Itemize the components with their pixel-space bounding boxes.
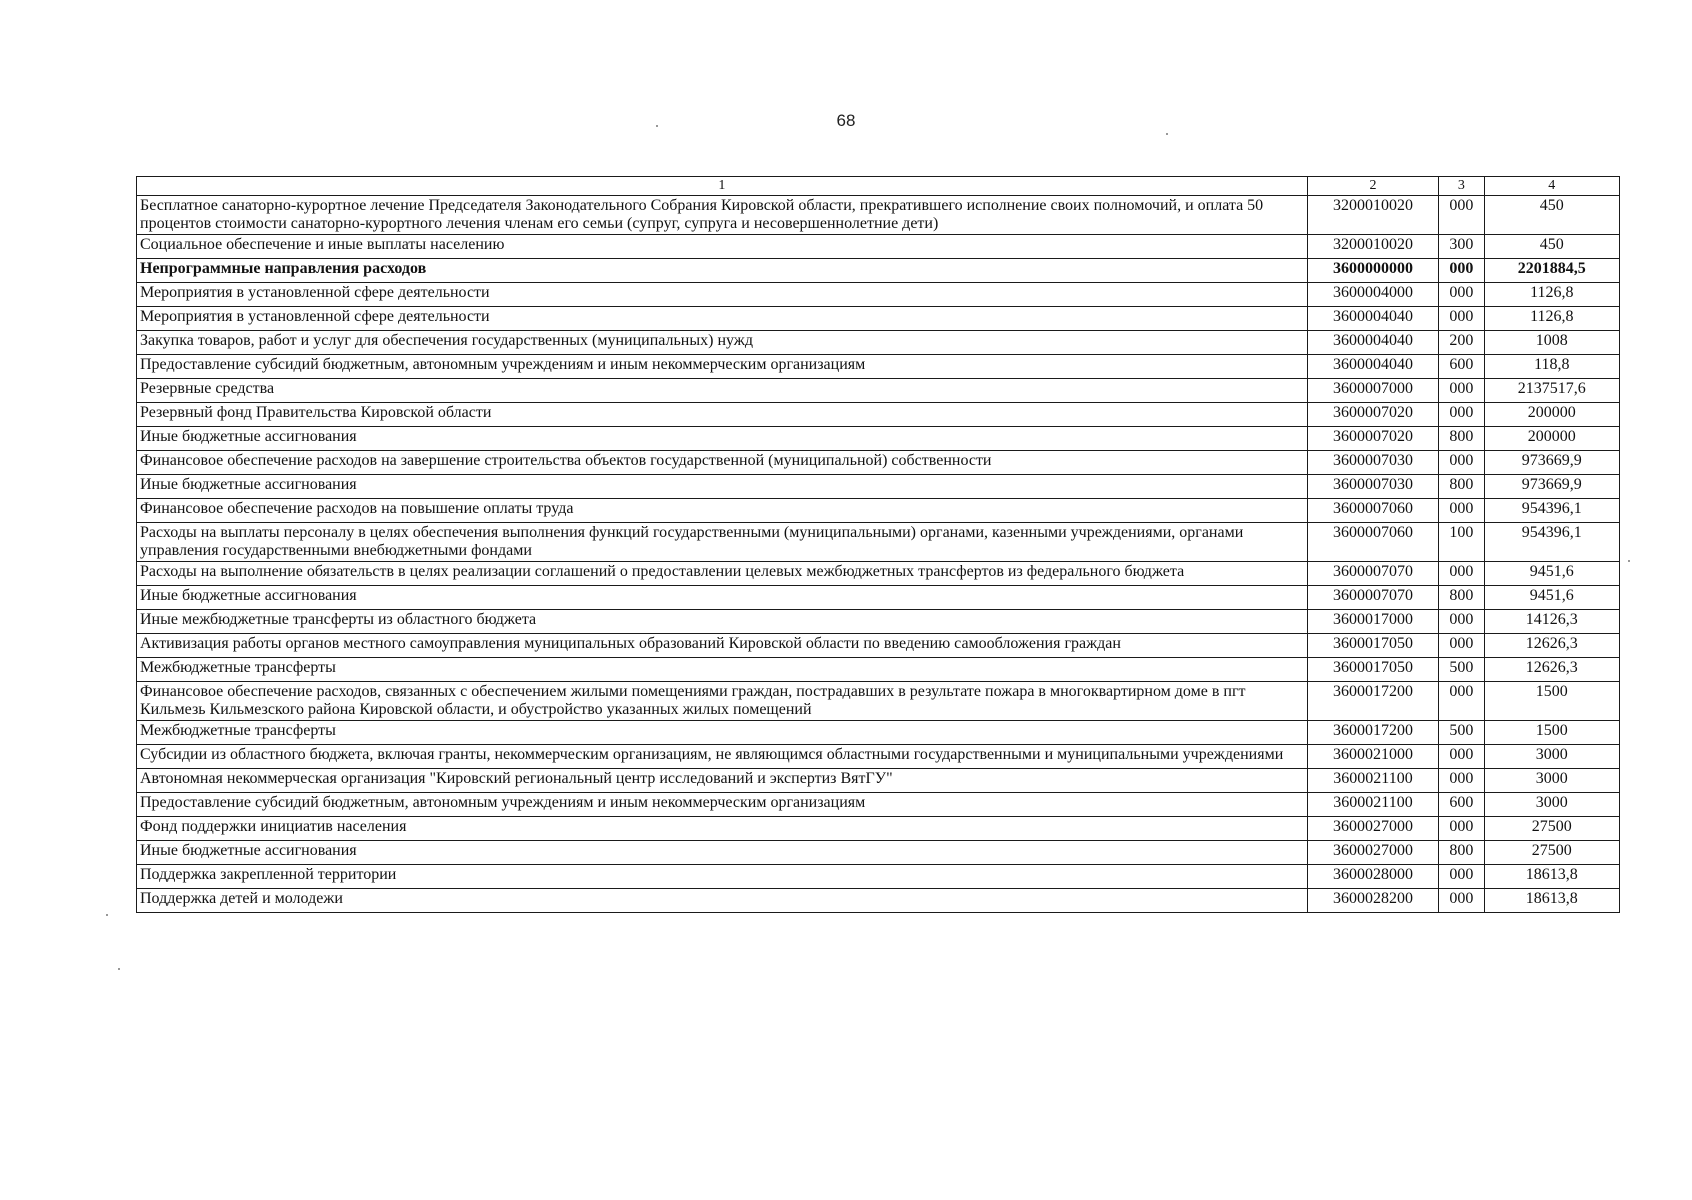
table-row: [137, 769, 1620, 793]
table-row: [137, 889, 1620, 913]
row-sum-cell: 27500: [1484, 841, 1619, 865]
row-name-cell: Резервный фонд Правительства Кировской области: [137, 403, 1308, 427]
row-sum-cell: 3000: [1484, 769, 1619, 793]
row-sum-cell: 954396,1: [1484, 499, 1619, 523]
table-row: [137, 793, 1620, 817]
table-row: [137, 682, 1620, 721]
row-code-cell: 3200010020: [1307, 196, 1438, 235]
row-code-cell: 3600017200: [1307, 682, 1438, 721]
row-code-cell: 3600004040: [1307, 355, 1438, 379]
table-row: [137, 475, 1620, 499]
row-type-cell: 000: [1439, 769, 1484, 793]
header-col-4: 4: [1484, 177, 1619, 196]
row-sum-cell: 18613,8: [1484, 865, 1619, 889]
row-type-cell: 500: [1439, 658, 1484, 682]
row-sum-cell: 3000: [1484, 745, 1619, 769]
row-sum-cell: 2201884,5: [1484, 259, 1619, 283]
row-code-cell: 3600028200: [1307, 889, 1438, 913]
row-code-cell: 3600004040: [1307, 307, 1438, 331]
row-type-cell: 600: [1439, 793, 1484, 817]
row-type-cell: 000: [1439, 562, 1484, 586]
scan-speck: [656, 125, 658, 127]
row-code-cell: 3600007030: [1307, 451, 1438, 475]
table-row: [137, 196, 1620, 235]
row-type-cell: 000: [1439, 259, 1484, 283]
row-code-cell: 3600017000: [1307, 610, 1438, 634]
row-name-cell: Мероприятия в установленной сфере деятельности: [137, 307, 1308, 331]
row-code-cell: 3600017050: [1307, 658, 1438, 682]
table-row: [137, 817, 1620, 841]
row-name-cell: Социальное обеспечение и иные выплаты населению: [137, 235, 1308, 259]
row-name-cell: Финансовое обеспечение расходов на повышение оплаты труда: [137, 499, 1308, 523]
row-name-cell: Иные бюджетные ассигнования: [137, 427, 1308, 451]
row-code-cell: 3600027000: [1307, 817, 1438, 841]
row-code-cell: 3600007060: [1307, 523, 1438, 562]
row-name-cell: Поддержка закрепленной территории: [137, 865, 1308, 889]
scan-speck: [1628, 560, 1630, 562]
row-type-cell: 800: [1439, 586, 1484, 610]
row-name-cell: Иные межбюджетные трансферты из областного бюджета: [137, 610, 1308, 634]
row-name-cell: Предоставление субсидий бюджетным, автономным учреждениям и иным некоммерческим организациям: [137, 355, 1308, 379]
row-sum-cell: 1126,8: [1484, 307, 1619, 331]
row-name-cell: Закупка товаров, работ и услуг для обеспечения государственных (муниципальных) нужд: [137, 331, 1308, 355]
row-type-cell: 000: [1439, 403, 1484, 427]
table-body: [137, 196, 1620, 913]
row-name-cell: Расходы на выплаты персоналу в целях обеспечения выполнения функций государственными (муниципальными) органами, казенными учреждениями, органами управления государственными внебюджетными фондами: [137, 523, 1308, 562]
row-code-cell: 3600004000: [1307, 283, 1438, 307]
table-row: [137, 235, 1620, 259]
table-row: [137, 865, 1620, 889]
row-name-cell: Фонд поддержки инициатив населения: [137, 817, 1308, 841]
table-row: [137, 379, 1620, 403]
row-type-cell: 000: [1439, 634, 1484, 658]
row-type-cell: 000: [1439, 307, 1484, 331]
row-name-cell: Мероприятия в установленной сфере деятельности: [137, 283, 1308, 307]
table-row: [137, 745, 1620, 769]
row-type-cell: 000: [1439, 865, 1484, 889]
row-sum-cell: 1008: [1484, 331, 1619, 355]
row-sum-cell: 200000: [1484, 403, 1619, 427]
row-type-cell: 000: [1439, 889, 1484, 913]
scan-speck: [106, 914, 108, 916]
row-sum-cell: 1500: [1484, 721, 1619, 745]
row-sum-cell: 118,8: [1484, 355, 1619, 379]
row-name-cell: Финансовое обеспечение расходов на завершение строительства объектов государственной (муниципальной) собственности: [137, 451, 1308, 475]
row-name-cell: Предоставление субсидий бюджетным, автономным учреждениям и иным некоммерческим организациям: [137, 793, 1308, 817]
row-name-cell: Иные бюджетные ассигнования: [137, 475, 1308, 499]
row-type-cell: 000: [1439, 682, 1484, 721]
page-number: 68: [836, 111, 856, 130]
row-code-cell: 3600007000: [1307, 379, 1438, 403]
table-row: [137, 331, 1620, 355]
table-row: [137, 721, 1620, 745]
row-code-cell: 3600007070: [1307, 586, 1438, 610]
table-row: [137, 562, 1620, 586]
row-code-cell: 3600027000: [1307, 841, 1438, 865]
row-name-cell: Субсидии из областного бюджета, включая гранты, некоммерческим организациям, не являющимся областными государственными и муниципальными учреждениями: [137, 745, 1308, 769]
row-type-cell: 000: [1439, 745, 1484, 769]
table-row: [137, 307, 1620, 331]
row-name-cell: Активизация работы органов местного самоуправления муниципальных образований Кировской области по введению самообложения граждан: [137, 634, 1308, 658]
row-name-cell: Автономная некоммерческая организация "Кировский региональный центр исследований и экспертиз ВятГУ": [137, 769, 1308, 793]
row-code-cell: 3600021100: [1307, 769, 1438, 793]
row-sum-cell: 3000: [1484, 793, 1619, 817]
row-sum-cell: 14126,3: [1484, 610, 1619, 634]
row-type-cell: 000: [1439, 610, 1484, 634]
row-sum-cell: 1500: [1484, 682, 1619, 721]
row-name-cell: Резервные средства: [137, 379, 1308, 403]
row-sum-cell: 18613,8: [1484, 889, 1619, 913]
table-row: [137, 403, 1620, 427]
table-row: [137, 451, 1620, 475]
row-sum-cell: 973669,9: [1484, 475, 1619, 499]
table-row: [137, 355, 1620, 379]
row-sum-cell: 450: [1484, 196, 1619, 235]
row-type-cell: 200: [1439, 331, 1484, 355]
budget-table: [136, 176, 1620, 913]
row-sum-cell: 2137517,6: [1484, 379, 1619, 403]
row-code-cell: 3200010020: [1307, 235, 1438, 259]
row-sum-cell: 27500: [1484, 817, 1619, 841]
row-code-cell: 3600007020: [1307, 427, 1438, 451]
row-name-cell: Расходы на выполнение обязательств в целях реализации соглашений о предоставлении целевых межбюджетных трансфертов из федерального бюджета: [137, 562, 1308, 586]
row-sum-cell: 12626,3: [1484, 634, 1619, 658]
row-name-cell: Межбюджетные трансферты: [137, 721, 1308, 745]
row-code-cell: 3600007030: [1307, 475, 1438, 499]
scan-speck: [118, 968, 120, 970]
row-sum-cell: 9451,6: [1484, 562, 1619, 586]
row-type-cell: 100: [1439, 523, 1484, 562]
row-sum-cell: 200000: [1484, 427, 1619, 451]
row-type-cell: 000: [1439, 451, 1484, 475]
row-type-cell: 000: [1439, 379, 1484, 403]
row-sum-cell: 973669,9: [1484, 451, 1619, 475]
table-header-row: [137, 177, 1620, 196]
row-code-cell: 3600021000: [1307, 745, 1438, 769]
row-name-cell: Финансовое обеспечение расходов, связанных с обеспечением жилыми помещениями граждан, пострадавших в результате пожара в многоквартирном доме в пгт Кильмезь Кильмезского района Кировской области, и обустройство указанных жилых помещений: [137, 682, 1308, 721]
row-sum-cell: 1126,8: [1484, 283, 1619, 307]
table-row: [137, 841, 1620, 865]
row-code-cell: 3600028000: [1307, 865, 1438, 889]
row-sum-cell: 954396,1: [1484, 523, 1619, 562]
scan-speck: [1166, 133, 1168, 135]
row-name-cell: Непрограммные направления расходов: [137, 259, 1308, 283]
row-code-cell: 3600017200: [1307, 721, 1438, 745]
row-code-cell: 3600007070: [1307, 562, 1438, 586]
row-name-cell: Бесплатное санаторно-курортное лечение Председателя Законодательного Собрания Кировской области, прекратившего исполнение своих полномочий, и оплата 50 процентов стоимости санаторно-курортного лечения членам его семьи (супруг, супруга и несовершеннолетние дети): [137, 196, 1308, 235]
header-col-3: 3: [1439, 177, 1484, 196]
row-name-cell: Межбюджетные трансферты: [137, 658, 1308, 682]
row-type-cell: 000: [1439, 817, 1484, 841]
row-code-cell: 3600007060: [1307, 499, 1438, 523]
table-row: [137, 259, 1620, 283]
row-code-cell: 3600000000: [1307, 259, 1438, 283]
row-type-cell: 500: [1439, 721, 1484, 745]
table-row: [137, 427, 1620, 451]
header-col-1: 1: [137, 177, 1308, 196]
row-name-cell: Иные бюджетные ассигнования: [137, 586, 1308, 610]
row-sum-cell: 9451,6: [1484, 586, 1619, 610]
row-type-cell: 000: [1439, 499, 1484, 523]
row-code-cell: 3600007020: [1307, 403, 1438, 427]
row-code-cell: 3600017050: [1307, 634, 1438, 658]
row-type-cell: 000: [1439, 196, 1484, 235]
row-type-cell: 800: [1439, 475, 1484, 499]
row-sum-cell: 12626,3: [1484, 658, 1619, 682]
table-row: [137, 586, 1620, 610]
header-col-2: 2: [1307, 177, 1438, 196]
table-row: [137, 658, 1620, 682]
row-code-cell: 3600021100: [1307, 793, 1438, 817]
row-sum-cell: 450: [1484, 235, 1619, 259]
row-name-cell: Иные бюджетные ассигнования: [137, 841, 1308, 865]
row-type-cell: 000: [1439, 283, 1484, 307]
row-code-cell: 3600004040: [1307, 331, 1438, 355]
row-type-cell: 300: [1439, 235, 1484, 259]
table-row: [137, 523, 1620, 562]
table-row: [137, 634, 1620, 658]
row-type-cell: 600: [1439, 355, 1484, 379]
row-name-cell: Поддержка детей и молодежи: [137, 889, 1308, 913]
row-type-cell: 800: [1439, 427, 1484, 451]
table-row: [137, 610, 1620, 634]
table-row: [137, 499, 1620, 523]
row-type-cell: 800: [1439, 841, 1484, 865]
table-row: [137, 283, 1620, 307]
